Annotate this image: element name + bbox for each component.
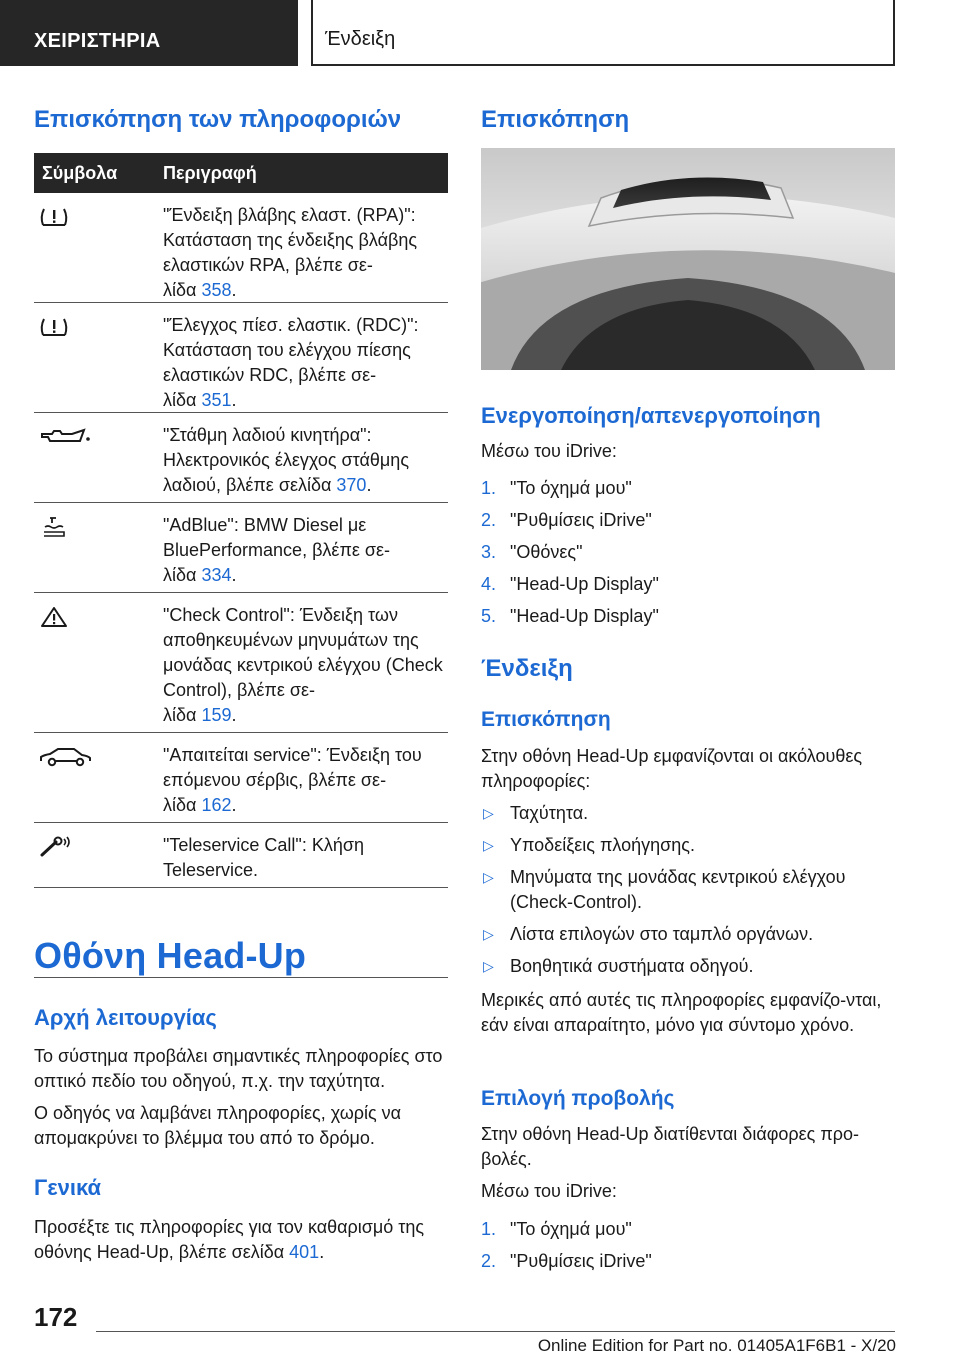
list-item: 1. "Το όχημά μου": [481, 478, 632, 498]
bullet-triangle-icon: ▷: [483, 958, 494, 974]
view-paragraph: Στην οθόνη Head-Up διατίθενται διάφορες προ-βολές.: [481, 1124, 860, 1169]
table-header: [34, 153, 448, 193]
list-item: 4. "Head-Up Display": [481, 574, 659, 594]
section-title: Ένδειξη: [325, 28, 396, 50]
activation-steps: [481, 476, 895, 636]
page-link[interactable]: 370: [336, 475, 367, 495]
table-row: [34, 503, 448, 593]
list-item: ▷ Υποδείξεις πλοήγησης.: [481, 833, 895, 865]
general-paragraph: Προσέξτε τις πληροφορίες για τον καθαρισμό της οθόνης Head-Up, βλέπε σελίδα 401.: [34, 1217, 425, 1262]
hud-heading: Οθόνη Head-Up: [34, 935, 307, 976]
bullet-triangle-icon: ▷: [483, 837, 494, 853]
activation-heading: Ενεργοποίηση/απενεργοποίηση: [481, 403, 821, 428]
chapter-title: ΧΕΙΡΙΣΤΗΡΙΑ: [34, 30, 161, 52]
list-item: ▷ Λίστα επιλογών στο ταμπλό οργάνων.: [481, 922, 895, 954]
check-control-warning-icon: [38, 605, 138, 627]
page-link[interactable]: 334: [201, 565, 232, 585]
tire-pressure-icon: [38, 315, 138, 337]
teleservice-wrench-icon: [38, 835, 138, 857]
col-description-header: Περιγραφή: [163, 163, 257, 183]
bullet-triangle-icon: ▷: [483, 926, 494, 942]
principle-heading: Αρχή λειτουργίας: [34, 1005, 217, 1030]
display-intro: Στην οθόνη Head-Up εμφανίζονται οι ακόλουθες πληροφορίες:: [481, 746, 863, 791]
page-link[interactable]: 162: [201, 795, 232, 815]
display-overview-heading: Επισκόπηση: [481, 708, 611, 731]
via-idrive-text: Μέσω του iDrive:: [481, 441, 617, 461]
section-tab: [311, 0, 895, 66]
row-description: "Check Control": Ένδειξη των αποθηκευμένων μηνυμάτων της μονάδας κεντρικού ελέγχου (Check Control), βλέπε σε- λίδα 159.: [163, 605, 443, 725]
bullet-triangle-icon: ▷: [483, 869, 494, 885]
display-heading: Ένδειξη: [481, 655, 573, 682]
bullet-triangle-icon: ▷: [483, 805, 494, 821]
page-number: 172: [34, 1302, 78, 1332]
general-heading: Γενικά: [34, 1175, 102, 1200]
table-row: [34, 193, 448, 303]
adblue-icon: [38, 515, 138, 537]
table-row: [34, 593, 448, 733]
list-item: ▷ Βοηθητικά συστήματα οδηγού.: [481, 954, 895, 986]
list-item: 2. "Ρυθμίσεις iDrive": [481, 510, 652, 530]
via-idrive-text-2: Μέσω του iDrive:: [481, 1181, 617, 1201]
edition-text: Online Edition for Part no. 01405A1F6B1 - X/20: [537, 1336, 896, 1355]
col-symbol-header: Σύμβολα: [42, 163, 118, 183]
list-item: 1. "Το όχημά μου": [481, 1219, 632, 1239]
hud-heading-rule: [34, 977, 448, 978]
chapter-tab: [0, 0, 298, 66]
list-item: 2. "Ρυθμίσεις iDrive": [481, 1251, 652, 1271]
page-link[interactable]: 401: [289, 1242, 320, 1262]
car-service-icon: [38, 745, 138, 767]
table-row: [34, 413, 448, 503]
symbol-table: [34, 153, 448, 888]
oil-can-icon: [38, 425, 138, 447]
display-note: Μερικές από αυτές τις πληροφορίες εμφανίζο-νται, εάν είναι απαραίτητο, μόνο για σύντομο χρόνο.: [481, 990, 882, 1035]
tire-warning-icon: [38, 205, 138, 227]
view-steps: [481, 1217, 895, 1281]
display-items: [481, 801, 895, 986]
list-item: 3. "Οθόνες": [481, 542, 583, 562]
info-overview-heading: Επισκόπηση των πληροφοριών: [34, 106, 402, 133]
list-item: 5. "Head-Up Display": [481, 606, 659, 626]
list-item: ▷ Ταχύτητα.: [481, 801, 895, 833]
page-header: [0, 0, 960, 66]
page-link[interactable]: 159: [201, 705, 232, 725]
list-item: ▷ Μηνύματα της μονάδας κεντρικού ελέγχου (Check-Control).: [483, 867, 846, 912]
table-row: [34, 303, 448, 413]
head-up-display-photo: [481, 148, 895, 370]
page-link[interactable]: 358: [201, 280, 232, 300]
page-link[interactable]: 351: [201, 390, 232, 410]
overview-heading: Επισκόπηση: [481, 106, 630, 133]
row-description: "Στάθμη λαδιού κινητήρα": Ηλεκτρονικός έλεγχος στάθμης λαδιού, βλέπε σελίδα 370.: [163, 425, 409, 495]
table-row: [34, 823, 448, 888]
footer-rule: [96, 1331, 895, 1332]
principle-paragraph-2: Ο οδηγός να λαμβάνει πληροφορίες, χωρίς να απομακρύνει το βλέμμα του από το δρόμο.: [34, 1103, 402, 1148]
row-description: "AdBlue": BMW Diesel με BluePerformance, βλέπε σε- λίδα 334.: [163, 515, 391, 585]
row-description: "Έλεγχος πίεσ. ελαστικ. (RDC)": Κατάσταση του ελέγχου πίεσης ελαστικών RDC, βλέπε σε- λίδα 351.: [163, 315, 419, 410]
view-selection-heading: Επιλογή προβολής: [481, 1087, 675, 1110]
table-row: [34, 733, 448, 823]
row-description: "Ένδειξη βλάβης ελαστ. (RPA)": Κατάσταση της ένδειξης βλάβης ελαστικών RPA, βλέπε σε- λίδα 358.: [163, 205, 418, 300]
principle-paragraph-1: Το σύστημα προβάλει σημαντικές πληροφορίες στο οπτικό πεδίο του οδηγού, π.χ. την ταχύτητα.: [34, 1046, 443, 1091]
row-description: "Απαιτείται service": Ένδειξη του επόμενου σέρβις, βλέπε σε- λίδα 162.: [163, 745, 422, 815]
row-description: "Teleservice Call": Κλήση Teleservice.: [163, 835, 364, 880]
